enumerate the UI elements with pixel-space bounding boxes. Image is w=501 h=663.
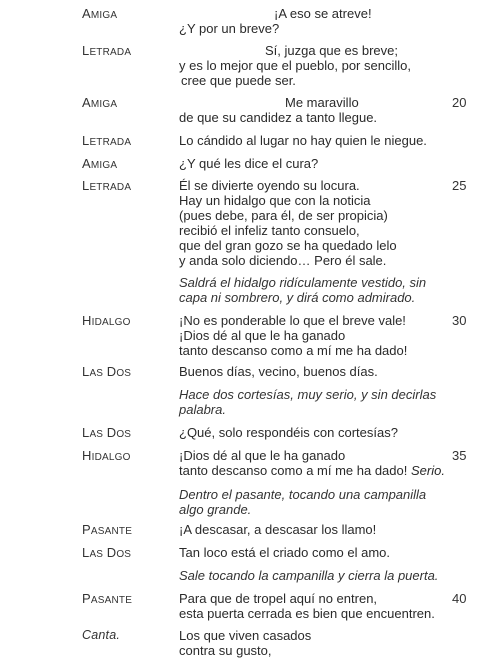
stage-direction-line: algo grande. [179,502,252,517]
verse-line: de que su candidez a tanto llegue. [179,110,378,125]
verse-line-number: 20 [452,95,467,110]
stage-direction-line: Saldrá el hidalgo ridículamente vestido, sin [179,275,427,290]
verse-line: y anda solo diciendo… Pero él sale. [179,253,387,268]
speaker-name: LAS DOS [82,545,132,560]
verse-line: y es lo mejor que el pueblo, por sencillo, [179,58,411,73]
verse-line: ¡A eso se atreve! [274,6,372,21]
verse-line: ¿Y por un breve? [179,21,280,36]
verse-line: (pues debe, para él, de ser propicia) [179,208,388,223]
verse-line: ¡Dios dé al que le ha ganado [179,328,346,343]
speaker-name: LETRADA [82,133,132,148]
verse-line: Los que viven casados [179,628,312,643]
speaker-name: AMIGA [82,95,118,110]
verse-line-number: 40 [452,591,467,606]
verse-line: Me maravillo [285,95,359,110]
verse-line: recibió el infeliz tanto consuelo, [179,223,360,238]
inline-stage-direction: Serio. [407,463,445,478]
stage-direction-line: Hace dos cortesías, muy serio, y sin decirlas [179,387,437,402]
speaker-name: AMIGA [82,156,118,171]
speaker-direction: Canta. [82,628,121,642]
verse-line: Buenos días, vecino, buenos días. [179,364,378,379]
speaker-name: PASANTE [82,591,133,606]
verse-line: ¿Qué, solo respondéis con cortesías? [179,425,398,440]
verse-line: cree que puede ser. [181,73,296,88]
verse-line-number: 35 [452,448,467,463]
verse-line-number: 25 [452,178,467,193]
verse-line: ¿Y qué les dice el cura? [179,156,319,171]
verse-line: contra su gusto, [179,643,272,658]
speaker-name: LETRADA [82,43,132,58]
speaker-name: AMIGA [82,6,118,21]
verse-line: esta puerta cerrada es bien que encuentren. [179,606,435,621]
speaker-name: PASANTE [82,522,133,537]
verse-line: tanto descanso como a mí me ha dado! Serio. [179,463,445,478]
speaker-name: LAS DOS [82,364,132,379]
verse-line: ¡No es ponderable lo que el breve vale! [179,313,406,328]
verse-line-number: 30 [452,313,467,328]
verse-line: Para que de tropel aquí no entren, [179,591,378,606]
verse-line: Él se divierte oyendo su locura. [179,178,360,193]
verse-line: ¡Dios dé al que le ha ganado [179,448,346,463]
verse-line: Hay un hidalgo que con la noticia [179,193,371,208]
speaker-name: LAS DOS [82,425,132,440]
speaker-name: HIDALGO [82,313,131,328]
verse-line: que del gran gozo se ha quedado lelo [179,238,397,253]
verse-line: Sí, juzga que es breve; [265,43,398,58]
verse-line: tanto descanso como a mí me ha dado! [179,343,408,358]
stage-direction-line: palabra. [179,402,226,417]
stage-direction-line: Sale tocando la campanilla y cierra la puerta. [179,568,439,583]
verse-line: Lo cándido al lugar no hay quien le niegue. [179,133,427,148]
stage-direction-line: Dentro el pasante, tocando una campanilla [179,487,427,502]
verse-line: ¡A descasar, a descasar los llamo! [179,522,377,537]
speaker-name: HIDALGO [82,448,131,463]
verse-line: Tan loco está el criado como el amo. [179,545,390,560]
speaker-name: LETRADA [82,178,132,193]
stage-direction-line: capa ni sombrero, y dirá como admirado. [179,290,416,305]
